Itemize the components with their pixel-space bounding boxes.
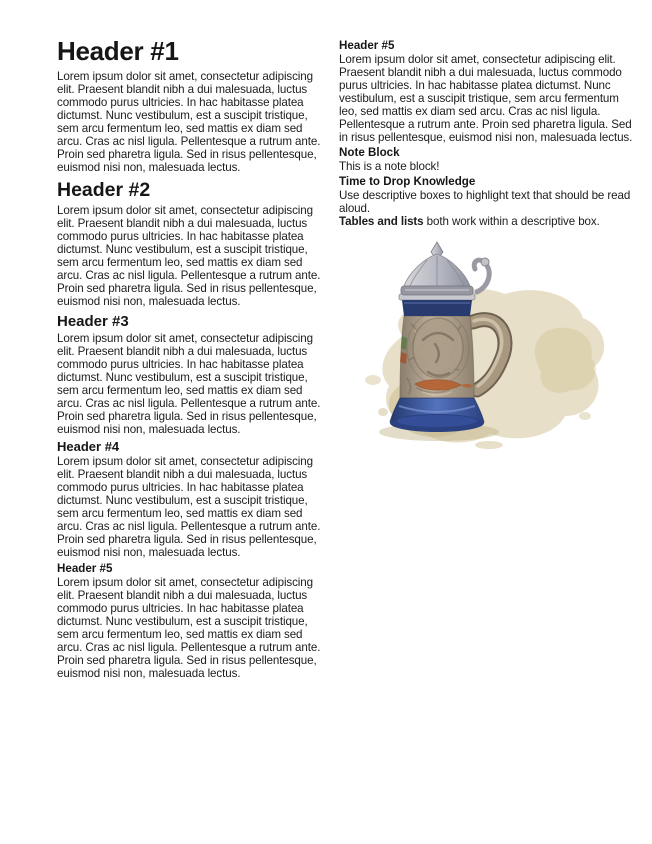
note-block-body: This is a note block! [339, 160, 440, 173]
paragraph-1: Lorem ipsum dolor sit amet, consectetur adipiscing elit. Praesent blandit nibh a dui malesuada, luctus commodo purus ultricies. In hac habitasse platea dictumst. Nunc vestibulum, est a suscipit tristique, sem arcu fermentum leo, sed mattis ex diam sed arcu. Cras ac nisl ligula. Pellentesque a rutrum ante. Proin sed pharetra ligula. Sed in risus pellentesque, euismod nisi non, malesuada lectus. [57, 70, 321, 174]
note-block-title: Note Block [339, 146, 400, 159]
heading-3: Header #3 [57, 313, 129, 330]
paragraph-2: Lorem ipsum dolor sit amet, consectetur adipiscing elit. Praesent blandit nibh a dui malesuada, luctus commodo purus ultricies. In hac habitasse platea dictumst. Nunc vestibulum, est a suscipit tristique, sem arcu fermentum leo, sed mattis ex diam sed arcu. Cras ac nisl ligula. Pellentesque a rutrum ante. Proin sed pharetra ligula. Sed in risus pellentesque, euismod nisi non, malesuada lectus. [57, 204, 321, 308]
paragraph-5: Lorem ipsum dolor sit amet, consectetur adipiscing elit. Praesent blandit nibh a dui malesuada, luctus commodo purus ultricies. In hac habitasse platea dictumst. Nunc vestibulum, est a suscipit tristique, sem arcu fermentum leo, sed mattis ex diam sed arcu. Cras ac nisl ligula. Pellentesque a rutrum ante. Proin sed pharetra ligula. Sed in risus pellentesque, euismod nisi non, malesuada lectus. [57, 576, 321, 680]
heading-2: Header #2 [57, 179, 151, 201]
stein-base [390, 398, 484, 432]
tables-lists-bold: Tables and lists [339, 215, 424, 228]
heading-5-left: Header #5 [57, 562, 113, 575]
heading-5-right: Header #5 [339, 39, 395, 52]
stein-body [400, 312, 474, 400]
beer-stein-figure [339, 240, 635, 457]
paragraph-3: Lorem ipsum dolor sit amet, consectetur adipiscing elit. Praesent blandit nibh a dui malesuada, luctus commodo purus ultricies. In hac habitasse platea dictumst. Nunc vestibulum, est a suscipit tristique, sem arcu fermentum leo, sed mattis ex diam sed arcu. Cras ac nisl ligula. Pellentesque a rutrum ante. Proin sed pharetra ligula. Sed in risus pellentesque, euismod nisi non, malesuada lectus. [57, 332, 321, 436]
stein-top-band [399, 294, 475, 316]
heading-4: Header #4 [57, 439, 120, 454]
right-column [339, 36, 635, 680]
tables-lists-line [339, 215, 635, 228]
beer-stein-illustration [339, 240, 635, 452]
knowledge-block-title: Time to Drop Knowledge [339, 175, 476, 188]
stein-face-relief [407, 312, 469, 384]
paragraph-6: Lorem ipsum dolor sit amet, consectetur adipiscing elit. Praesent blandit nibh a dui malesuada, luctus commodo purus ultricies. In hac habitasse platea dictumst. Nunc vestibulum, est a suscipit tristique, sem arcu fermentum leo, sed mattis ex diam sed arcu. Cras ac nisl ligula. Pellentesque a rutrum ante. Proin sed pharetra ligula. Sed in risus pellentesque, euismod nisi non, malesuada lectus. [339, 53, 633, 144]
stein-lid [401, 242, 473, 295]
heading-1: Header #1 [57, 36, 179, 66]
knowledge-block-body: Use descriptive boxes to highlight text that should be read aloud. [339, 189, 631, 215]
stein-thumb-lever [474, 258, 489, 292]
paragraph-4: Lorem ipsum dolor sit amet, consectetur adipiscing elit. Praesent blandit nibh a dui malesuada, luctus commodo purus ultricies. In hac habitasse platea dictumst. Nunc vestibulum, est a suscipit tristique, sem arcu fermentum leo, sed mattis ex diam sed arcu. Cras ac nisl ligula. Pellentesque a rutrum ante. Proin sed pharetra ligula. Sed in risus pellentesque, euismod nisi non, malesuada lectus. [57, 455, 321, 559]
left-column [57, 36, 327, 680]
tables-lists-rest: both work within a descriptive box. [423, 215, 600, 228]
